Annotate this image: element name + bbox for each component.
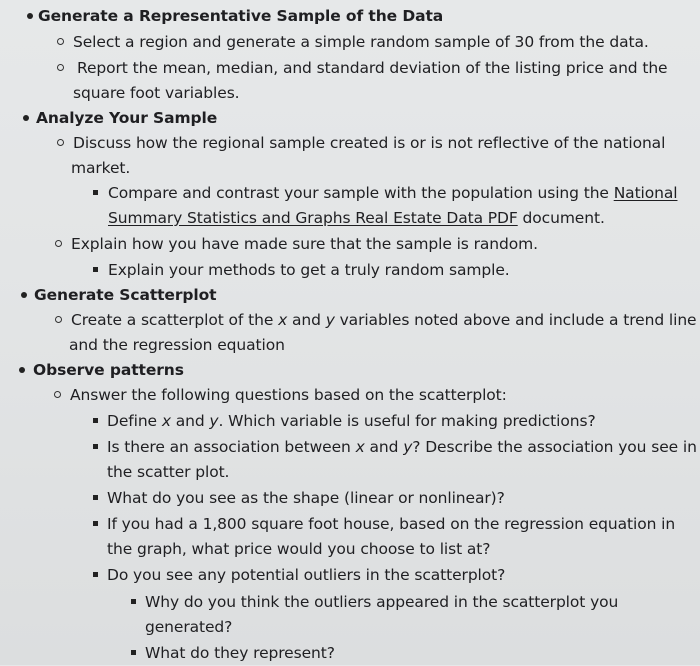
document-text: document.: [517, 209, 605, 227]
heading-generate-sample: Generate a Representative Sample of the Data: [38, 7, 444, 25]
x-variable: x: [161, 412, 171, 430]
x-variable: x: [278, 311, 288, 329]
item-define-xy: [107, 409, 596, 434]
item-association-cont: the scatter plot.: [107, 463, 230, 481]
trend-line-text: variables noted above and include a trend line: [334, 311, 697, 329]
item-why-outliers: Why do you think the outliers appeared in the scatterplot you: [145, 593, 619, 611]
and-text: and: [364, 438, 404, 456]
create-text: Create a scatterplot of the: [71, 311, 279, 329]
item-association: [107, 435, 697, 460]
item-discuss-regional: Discuss how the regional sample created is or is not reflective of the national: [73, 134, 666, 152]
predictions-text: . Which variable is useful for making predictions?: [218, 412, 596, 430]
item-what-represent: What do they represent?: [145, 644, 335, 662]
item-why-outliers-cont: generated?: [145, 618, 233, 636]
item-house-price-cont: the graph, what price would you choose to list at?: [107, 540, 491, 558]
item-compare-contrast: [108, 181, 677, 206]
item-select-region: Select a region and generate a simple random sample of 30 from the data.: [73, 33, 649, 51]
item-outliers: Do you see any potential outliers in the scatterplot?: [107, 566, 506, 584]
item-explain-methods: Explain your methods to get a truly random sample.: [108, 261, 510, 279]
national-summary-link[interactable]: National: [613, 184, 678, 202]
x-variable: x: [355, 438, 365, 456]
item-shape: What do you see as the shape (linear or nonlinear)?: [107, 489, 505, 507]
item-explain-random: Explain how you have made sure that the sample is random.: [71, 235, 538, 253]
define-text: Define: [107, 412, 162, 430]
association-text: Is there an association between: [107, 438, 356, 456]
compare-text: Compare and contrast your sample with the population using the: [108, 184, 614, 202]
and-text: and: [287, 311, 326, 329]
heading-observe-patterns: Observe patterns: [33, 361, 184, 379]
y-variable: y: [403, 438, 413, 456]
heading-generate-scatterplot: Generate Scatterplot: [34, 286, 217, 304]
item-report-stats: Report the mean, median, and standard deviation of the listing price and the: [77, 59, 668, 77]
item-house-price: If you had a 1,800 square foot house, based on the regression equation in: [107, 515, 676, 533]
item-discuss-regional-cont: market.: [71, 159, 131, 177]
national-summary-link-cont[interactable]: Summary Statistics and Graphs Real Estate Data PDF: [108, 209, 518, 227]
item-compare-contrast-cont: [108, 206, 605, 231]
item-answer-questions: Answer the following questions based on the scatterplot:: [70, 386, 507, 404]
y-variable: y: [325, 311, 335, 329]
item-create-scatterplot-cont: and the regression equation: [69, 336, 285, 354]
y-variable: y: [209, 412, 219, 430]
item-report-stats-cont: square foot variables.: [73, 84, 240, 102]
and-text: and: [170, 412, 210, 430]
describe-text: ? Describe the association you see in: [412, 438, 697, 456]
item-create-scatterplot: [71, 308, 696, 333]
heading-analyze-sample: Analyze Your Sample: [36, 109, 218, 127]
